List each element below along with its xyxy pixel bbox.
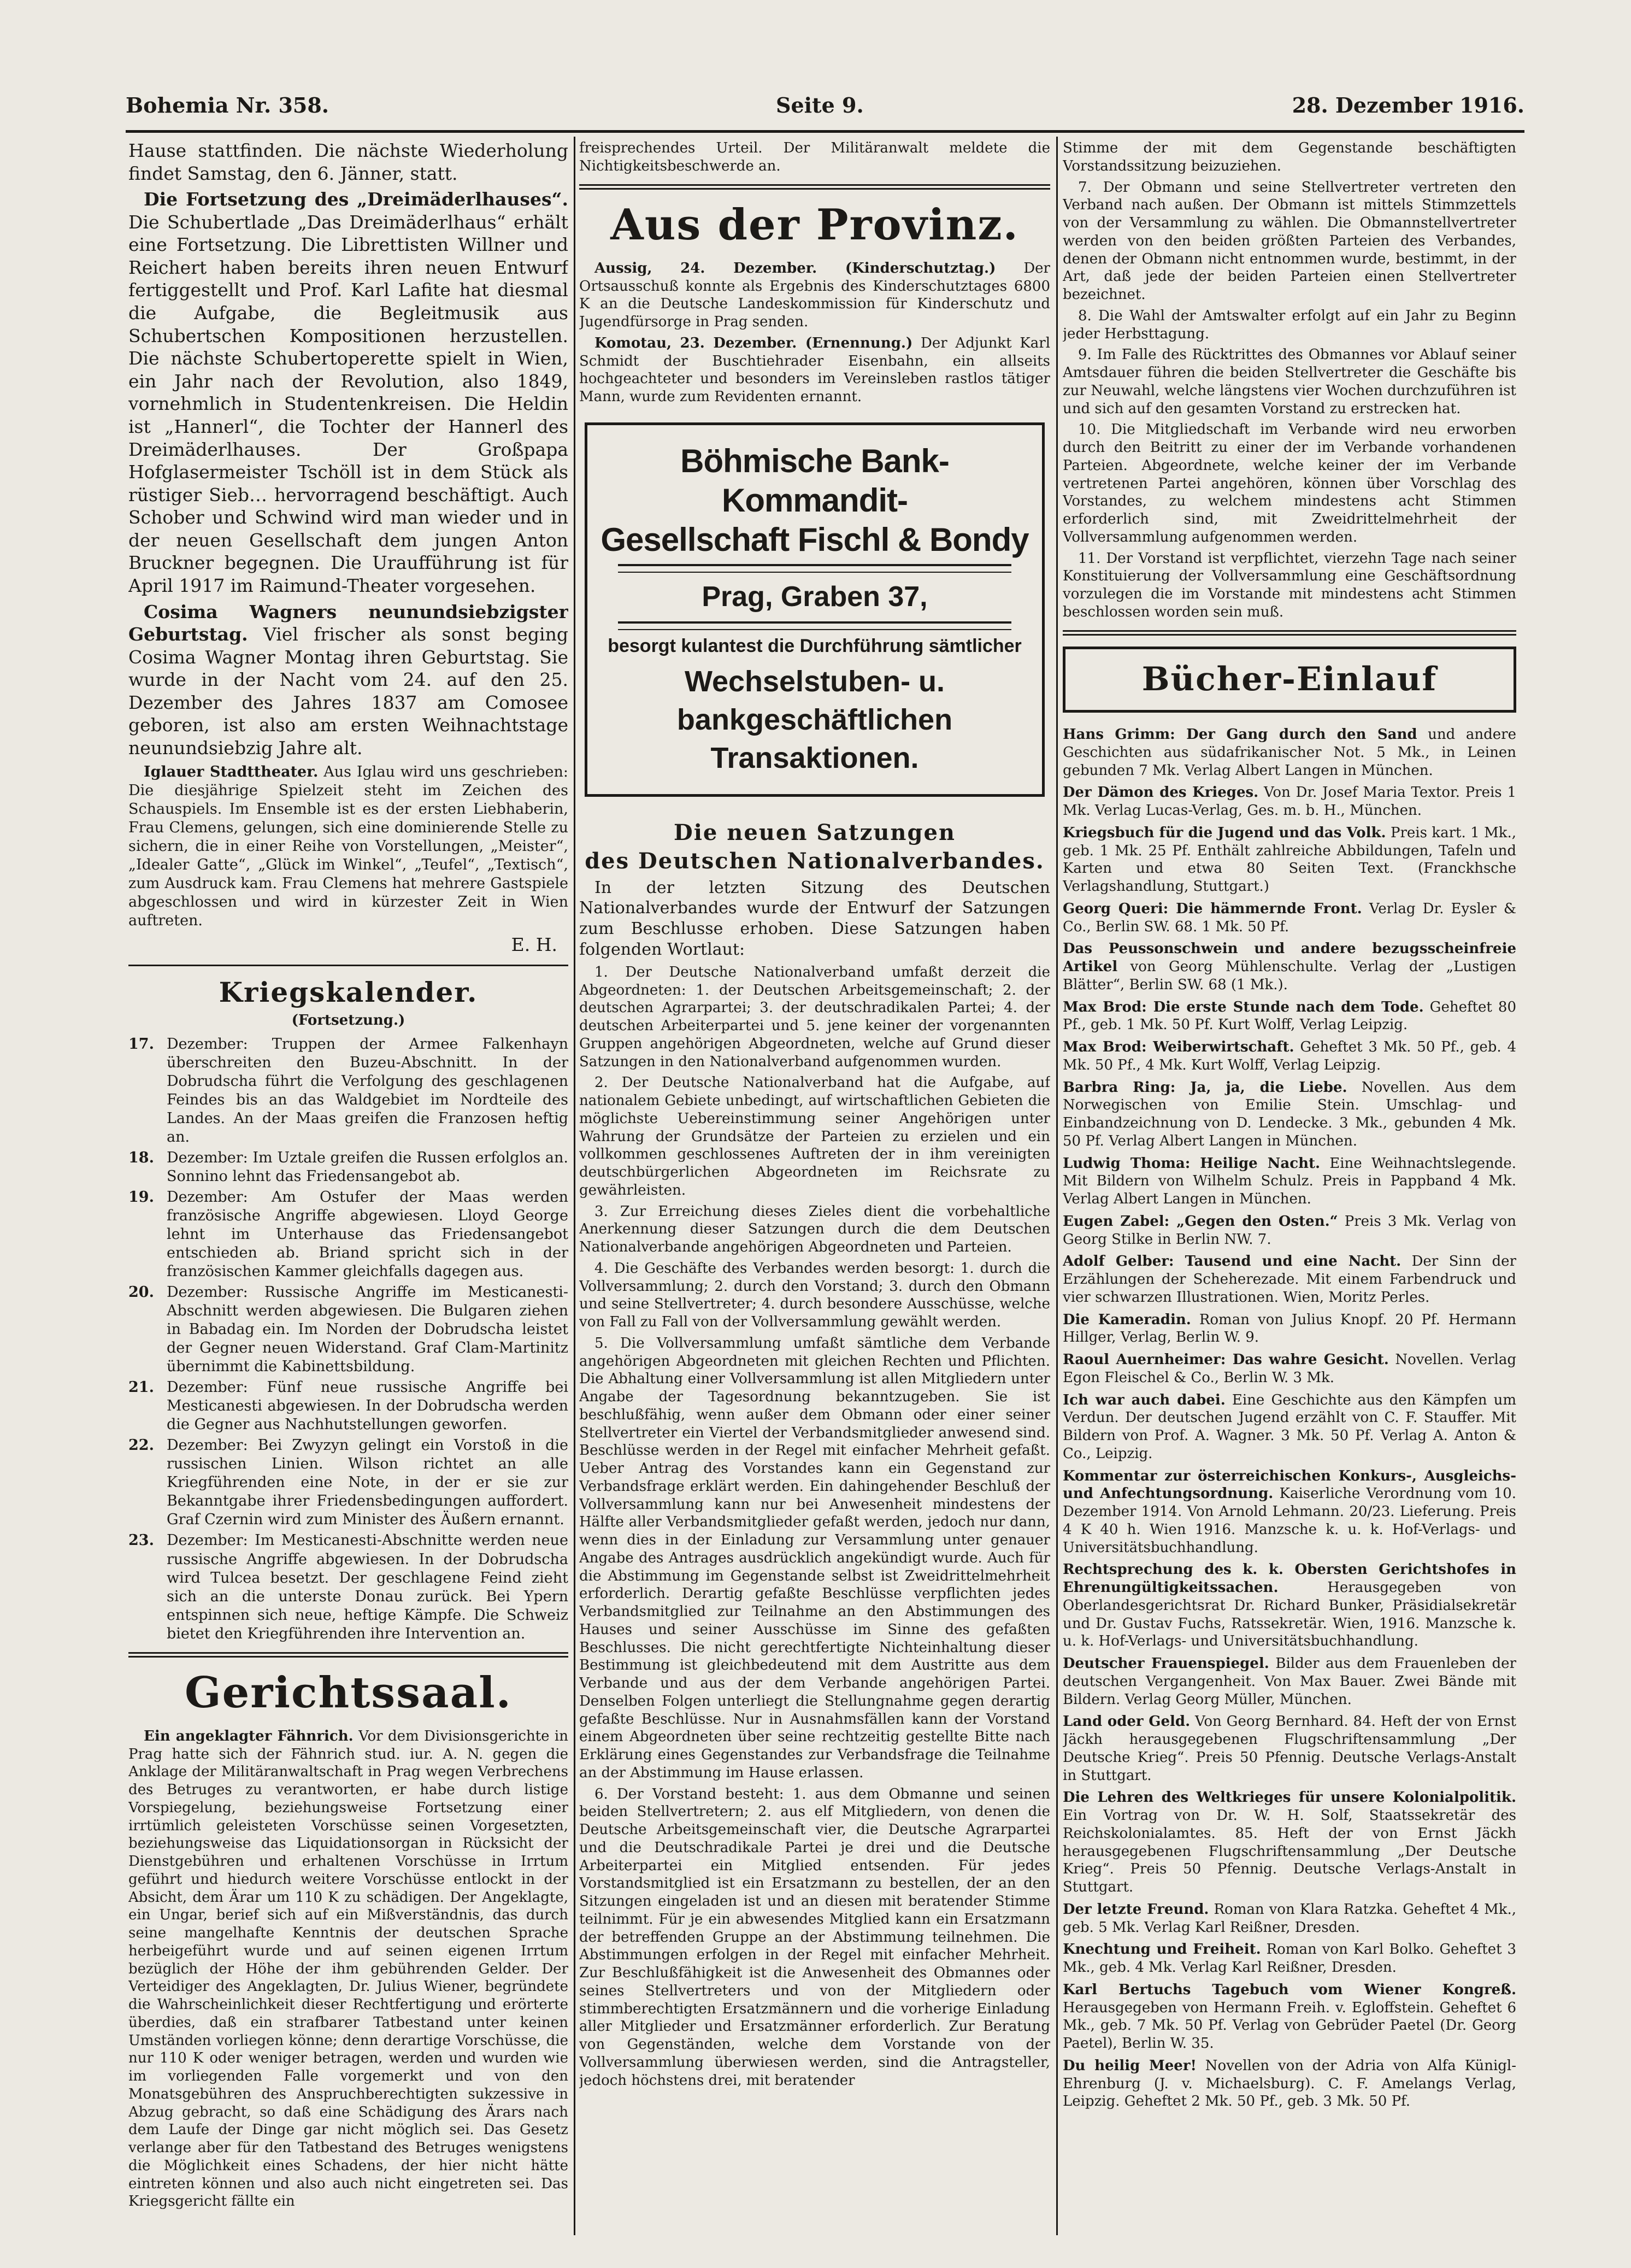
list-item: Barbra Ring: Ja, ja, die Liebe. Novellen. Aus dem Norwegischen von Emilie Stein. Umschlag- und Einbandzeichnung von D. Lendecke. 3 Mk., gebunden 4 Mk. 50 Pf. Verlag Albert Langen in München.	[1063, 1079, 1516, 1149]
section-title-provinz: Aus der Provinz.	[610, 199, 1019, 250]
list-item: 10. Die Mitgliedschaft im Verbande wird neu erworben durch den Beitritt zu einer der im Verbande vorhandenen Parteien. Abgeordnete, welche keiner der im Verbande vertretenen Partei angehören, können über Vorschlag des Vorstandes, zu welchem mindestens acht Stimmen erforderlich sind, mit Zweidrittelmehrheit der Vollversammlung aufgenommen werden.	[1063, 421, 1516, 545]
list-item: Karl Bertuchs Tagebuch vom Wiener Kongreß. Herausgegeben von Hermann Freih. v. Egloffstein. Geheftet 6 Mk., geb. 7 Mk. 50 Pf. Verlag von Gebrüder Paetel (Dr. Georg Paetel), Berlin W. 35.	[1063, 1981, 1516, 2052]
ad-rule	[618, 621, 1011, 630]
continued-paragraph: Stimme der mit dem Gegenstande beschäftigten Vorstandssitzung beizuziehen.	[1063, 140, 1516, 174]
header-page-number: Seite 9.	[776, 93, 864, 117]
list-item: 17. Dezember: Truppen der Armee Falkenhayn überschreiten den Buzeu-Abschnitt. In der Dobrudscha führt die Verfolgung des geschlagenen Feindes bis an das Waldgebiet im Nordteile des Landes. An der Maas greifen die Franzosen heftig an.	[128, 1036, 568, 1146]
list-item: 19. Dezember: Am Ostufer der Maas werden französische Angriffe abgewiesen. Lloyd George lehnt im Unterhause das Friedensangebot entschieden ab. Briand spricht sich in der französischen Kammer gleichfalls dagegen aus.	[128, 1189, 568, 1280]
article-cosima-wagner	[128, 601, 568, 760]
section-divider	[128, 965, 568, 966]
column-1	[128, 139, 568, 2238]
list-item: 4. Die Geschäfte des Verbandes werden besorgt: 1. durch die Vollversammlung; 2. durch den Vorstand; 3. durch den Obmann und seine Stellvertreter; 4. durch besondere Ausschüsse, welche von Fall zu Fall von der Vollversammlung gewählt werden.	[579, 1260, 1050, 1331]
column-divider-1	[574, 137, 575, 2235]
article-faehnrich	[128, 1728, 568, 2211]
list-item: 7. Der Obmann und seine Stellvertreter vertreten den Verband nach außen. Der Obmann ist mittels Stimmzettels von der Versammlung zu wählen. Die Obmannstellvertreter werden von den beiden größten Parteien des Verbandes, denen der Obmann nicht entnommen wurde, bestimmt, in der Art, daß jede der beiden Parteien einen Stellvertreter bezeichnet.	[1063, 179, 1516, 303]
ad-rule	[618, 564, 1011, 573]
column-divider-2	[1056, 137, 1058, 2235]
books-list	[1063, 726, 1516, 2111]
section-title-gerichtssaal: Gerichtssaal.	[185, 1667, 512, 1718]
list-item: Aussig, 24. Dezember. (Kinderschutztag.) Der Ortsausschuß konnte als Ergebnis des Kinderschutztages 6800 K an die Deutsche Landeskommission für Kinderschutz und Jugendfürsorge in Prag senden.	[579, 260, 1050, 331]
list-item: 22. Dezember: Bei Zwyzyn gelingt ein Vorstoß in die russischen Linien. Wilson richtet an alle Kriegführenden eine Note, in der er sie zur Bekanntgabe ihrer Friedensbedingungen auffordert. Graf Czernin wird zum Minister des Äußern ernannt.	[128, 1437, 568, 1529]
list-item: 11. Der Vorstand ist verpflichtet, vierzehn Tage nach seiner Konstituierung der Vollversammlung eine Geschäftsordnung vorzulegen die im Vorstande mit mindestens acht Stimmen beschlossen worden sein muß.	[1063, 550, 1516, 620]
section-divider	[128, 1652, 568, 1658]
ad-line: Prag, Graben 37,	[702, 580, 928, 613]
article-intro: In der letzten Sitzung des Deutschen Nationalverbandes wurde der Entwurf der Satzungen zum Beschlusse erhoben. Diese Satzungen haben folgenden Wortlaut:	[579, 878, 1050, 960]
article-body: Viel frischer als sonst beging Cosima Wagner Montag ihren Geburtstag. Sie wurde in der Nacht vom 24. auf den 25. Dezember des Jahres 1837 am Comosee geboren, ist also am ersten Weihnachtstage neunundsiebzig Jahre alt.	[128, 624, 568, 759]
ad-line: Gesellschaft Fischl & Bondy	[600, 521, 1029, 558]
list-item: Du heilig Meer! Novellen von der Adria von Alfa Künigl-Ehrenburg (J. v. Michaelsburg). C. F. Amelangs Verlag, Leipzig. Geheftet 2 Mk. 50 Pf., geb. 3 Mk. 50 Pf.	[1063, 2057, 1516, 2110]
list-item: Hans Grimm: Der Gang durch den Sand und andere Geschichten aus südafrikanischer Not. 5 Mk., in Leinen gebunden 7 Mk. Verlag Albert Langen in München.	[1063, 726, 1516, 779]
article-title: Die Fortsetzung des „Dreimäderlhauses“.	[144, 189, 568, 210]
list-item: 20. Dezember: Russische Angriffe im Mesticanesti-Abschnitt werden abgewiesen. Die Bulgaren ziehen in Babadag ein. Im Norden der Dobrudscha leistet der Gegner neuen Widerstand. Graf Clam-Martinitz übernimmt die Kabinettsbildung.	[128, 1284, 568, 1376]
column-2	[579, 139, 1050, 2238]
list-item: 3. Zur Erreichung dieses Zieles dient die vorbehaltliche Anerkennung dieser Satzungen durch die dem Deutschen Nationalverbande angehörigen Abgeordneten und Parteien.	[579, 1203, 1050, 1256]
ad-line: besorgt kulantest die Durchführung sämtlicher	[608, 636, 1022, 657]
list-item: Deutscher Frauenspiegel. Bilder aus dem Frauenleben der deutschen Vergangenheit. Von Max Bauer. Zwei Bände mit Bildern. Verlag Georg Müller, München.	[1063, 1655, 1516, 1708]
article-title: Iglauer Stadttheater.	[144, 763, 319, 780]
list-item: Land oder Geld. Von Georg Bernhard. 84. Heft der von Ernst Jäckh herausgegebenen Flugschriftensammlung „Der Deutsche Krieg“. Preis 50 Pfennig. Deutsche Verlags-Anstalt in Stuttgart.	[1063, 1713, 1516, 1784]
article-dreimaederlhaus	[128, 188, 568, 597]
article-body: Aus Iglau wird uns geschrieben: Die diesjährige Spielzeit steht im Zeichen des Schauspiels. Im Ensemble ist es der ersten Liebhaberin, Frau Clemens, gelungen, sich eine dominierende Stelle zu sichern, die in einer Reihe von Vorstellungen, „Meister“, „Idealer Gatte“, „Glück im Winkel“, „Teufel“, „Textisch“, zum Ausdruck kam. Frau Clemens hat mehrere Gastspiele abgeschlossen und wird in kürzester Zeit in Wien auftreten.	[128, 763, 568, 929]
list-item: 23. Dezember: Im Mesticanesti-Abschnitte werden neue russische Angriffe abgewiesen. In der Dobrudscha wird Tulcea besetzt. Der geschlagene Feind zieht sich an die unterste Donau zurück. Bei Ypern entspinnen sich neue, heftige Kämpfe. Die Schweiz bietet den Kriegführenden ihre Intervention an.	[128, 1532, 568, 1642]
list-item: Der letzte Freund. Roman von Klara Ratzka. Geheftet 4 Mk., geb. 5 Mk. Verlag Karl Reißner, Dresden.	[1063, 1901, 1516, 1936]
intro-paragraph: Hause stattfinden. Die nächste Wiederholung findet Samstag, den 6. Jänner, statt.	[128, 140, 568, 184]
ad-line: Böhmische Bank-Kommandit-	[680, 442, 949, 519]
section-subtitle: (Fortsetzung.)	[291, 1012, 405, 1029]
list-item: Kommentar zur österreichischen Konkurs-, Ausgleichs- und Anfechtungsordnung. Kaiserliche Verordnung vom 10. Dezember 1914. Von Arnold Lehmann. 20/23. Lieferung. Preis 4 K 40 h. Wien 1916. Manzsche k. u. k. Hof-Verlags- und Universitätsbuchhandlung.	[1063, 1467, 1516, 1556]
header-rule	[126, 130, 1524, 133]
kriegskalender-list	[128, 1035, 568, 1643]
list-item: Max Brod: Die erste Stunde nach dem Tode. Geheftet 80 Pf., geb. 1 Mk. 50 Pf. Kurt Wolff, Verlag Leipzig.	[1063, 998, 1516, 1033]
list-item: 1. Der Deutsche Nationalverband umfaßt derzeit die Abgeordneten: 1. der Deutschen Arbeitsgemeinschaft; 2. der deutschen Agrarpartei; 3. der deutschradikalen Partei; 4. der deutschen Arbeiterpartei und 5. jene keiner der vorgenannten Gruppen angehörigen Abgeordneten, welche auf Grund dieser Satzungen in den Nationalverband aufgenommen wurden.	[579, 963, 1050, 1070]
list-item: Rechtsprechung des k. k. Obersten Gerichtshofes in Ehrenungültigkeitssachen. Herausgegeben von Oberlandesgerichtsrat Dr. Richard Bunker, Präsidialsekretär und Dr. Gustav Fuchs, Ratssekretär. Wien, 1916. Manzsche k. u. k. Hof-Verlags- und Universitätsbuchhandlung.	[1063, 1561, 1516, 1650]
list-item: Das Peussonschwein und andere bezugsscheinfreie Artikel von Georg Mühlenschulte. Verlag der „Lustigen Blätter“, Berlin SW. 68 (1 Mk.).	[1063, 941, 1516, 993]
list-item: 21. Dezember: Fünf neue russische Angriffe bei Mesticanesti abgewiesen. In der Dobrudscha werden die Gegner aus Nachhutstellungen geworfen.	[128, 1379, 568, 1433]
list-item: Georg Queri: Die hämmernde Front. Verlag Dr. Eysler & Co., Berlin SW. 68. 1 Mk. 50 Pf.	[1063, 900, 1516, 935]
header-date: 28. Dezember 1916.	[1292, 93, 1524, 117]
list-item: Raoul Auernheimer: Das wahre Gesicht. Novellen. Verlag Egon Fleischel & Co., Berlin W. 3 Mk.	[1063, 1352, 1516, 1386]
ad-line: Wechselstuben- u. bankgeschäftlichen	[676, 665, 953, 737]
bank-advertisement	[585, 422, 1045, 797]
title-line: Die neuen Satzungen	[674, 819, 956, 845]
list-item: 6. Der Vorstand besteht: 1. aus dem Obmanne und seinen beiden Stellvertretern; 2. aus elf Mitgliedern, von denen die Deutsche Arbeitsgemeinschaft vier, die Deutsche Agrarpartei und die Deutschradikale Partei je drei und die Deutsche Arbeiterpartei ein Mitglied entsenden. Für jedes Vorstandsmitglied ist ein Ersatzmann zu bestellen, der an den Sitzungen eingeladen ist und an diesen mit beratender Stimme teilnimmt. Für je ein abwesendes Mitglied kann ein Ersatzmann der betreffenden Gruppe an der Abstimmung teilnehmen. Die Abstimmungen erfolgen in der Regel mit einfacher Mehrheit. Zur Beschlußfähigkeit ist die Anwesenheit des Obmannes oder seines Stellvertreters und von der Mitgliedern oder stimmberechtigten Ersatzmännern und die vorherige Einladung aller Mitglieder und Ersatzmänner erforderlich. Zur Beratung von Gegenständen, welche dem Vorstande von der Vollversammlung überwiesen werden, sind die Antragsteller, jedoch höchstens drei, mit beratender	[579, 1785, 1050, 2089]
list-item: Komotau, 23. Dezember. (Ernennung.) Der Adjunkt Karl Schmidt der Buschtiehrader Eisenbahn, ein allseits hochgeachteter und besonders im Vereinsleben rastlos tätiger Mann, wurde zum Revidenten ernannt.	[579, 334, 1050, 406]
ad-line: Transaktionen.	[710, 742, 919, 775]
list-item: Ludwig Thoma: Heilige Nacht. Eine Weihnachtslegende. Mit Bildern von Wilhelm Schulz. Preis in Pappband 4 Mk. Verlag Albert Langen in München.	[1063, 1155, 1516, 1208]
list-item: 18. Dezember: Im Uztale greifen die Russen erfolglos an. Sonnino lehnt das Friedensangebot ab.	[128, 1149, 568, 1185]
list-item: Kriegsbuch für die Jugend und das Volk. Preis kart. 1 Mk., geb. 1 Mk. 25 Pf. Enthält zahlreiche Abbildungen, Tafeln und Karten und etwa 80 Seiten Text. (Franckhsche Verlagshandlung, Stuttgart.)	[1063, 824, 1516, 895]
list-item: 8. Die Wahl der Amtswalter erfolgt auf ein Jahr zu Beginn jeder Herbsttagung.	[1063, 307, 1516, 342]
section-divider	[1063, 630, 1516, 636]
article-iglau	[128, 763, 568, 930]
header-newspaper-issue: Bohemia Nr. 358.	[126, 93, 329, 117]
list-item: Adolf Gelber: Tausend und eine Nacht. Der Sinn der Erzählungen der Scheherezade. Mit einem Farbendruck und vier schwarzen Illustrationen. Wien, Moritz Perles.	[1063, 1253, 1516, 1306]
page-header	[126, 87, 1524, 126]
article-body: Vor dem Divisionsgerichte in Prag hatte sich der Fähnrich stud. iur. A. N. gegen die Anklage der Militäranwaltschaft in Prag wegen Verbrechens des Betruges zu verantworten, er habe durch listige Vorspiegelung, beziehungsweise Fortsetzung einer irrtümlich geleisteten Vorschüsse seinen Vorgesetzten, beziehungsweise das Liquidationsorgan in Rücksicht der Dienstgebühren und erhaltenen Vorschüsse in Irrtum geführt und hiedurch weitere Vorschüsse entlockt in der Absicht, dem Ärar um 110 K zu schädigen. Der Angeklagte, ein Ungar, berief sich auf ein Mißverständnis, das durch seine mangelhafte Kenntnis der deutschen Sprache herbeigeführt wurde und auf seinen eigenen Irrtum bezüglich der Höhe der ihm gebührenden Gelder. Der Verteidiger des Angeklagten, Dr. Julius Wiener, begründete die Wahrscheinlichkeit dieser Rechtfertigung und erörterte überdies, daß ein strafbarer Tatbestand unter keinen Umständen vorliegen könne; denn derartige Vorschüsse, die nur 110 K oder weniger betragen, werden und wurden wie im vorliegenden Falle vorgemerkt und von den Monatsgebühren des Anspruchberechtigten sukzessive in Abzug gebracht, so daß eine Schädigung des Ärars nach dem Laufe der Dinge gar nicht möglich sei. Das Gesetz verlange aber für den Tatbestand des Betruges wenigstens die Möglichkeit eines Schadens, der hier nicht hätte eintreten können und also auch nicht eingetreten sei. Das Kriegsgericht fällte ein	[128, 1728, 568, 2210]
list-item: Der Dämon des Krieges. Von Dr. Josef Maria Textor. Preis 1 Mk. Verlag Lucas-Verlag, Ges. m. b. H., München.	[1063, 784, 1516, 819]
column-3	[1063, 139, 1516, 2238]
list-item: 5. Die Vollversammlung umfaßt sämtliche dem Verbande angehörigen Abgeordneten mit gleichen Rechten und Pflichten. Die Abhaltung einer Vollversammlung ist allen Mitgliedern unter Angabe der Tagesordnung bekanntzugeben. Sie ist beschlußfähig, wenn außer dem Obmann oder einer seiner Stellvertreter ein Viertel der Verbandsmitglieder anwesend sind. Beschlüsse werden in der Regel mit einfacher Mehrheit gefaßt. Ueber Antrag des Vorstandes kann ein Gegenstand zur Verbandsfrage erklärt werden. Ein dahingehender Beschluß der Vollversammlung kann nur bei Anwesenheit mindestens der Hälfte aller Verbandsmitglieder gefaßt werden, jedoch nur dann, wenn dies in der Einladung zur Versammlung unter genauer Angabe des Antrages ausdrücklich angekündigt wurde. Auch für die Abstimmung im Gegenstande selbst ist Zweidrittelmehrheit erforderlich. Derartig gefaßte Beschlüsse verpflichten jedes Verbandsmitglied zur Teilnahme an den Abstimmungen des Hauses und seiner Ausschüsse im Sinne des gefaßten Beschlusses. Die nicht gerechtfertigte Nichteinhaltung dieser Bestimmung ist gleichbedeutend mit dem Austritte aus dem Verbande und aus der dem Verbande angehörigen Partei. Denselben Folgen unterliegt die Stellungnahme gegen derartig gefaßte Beschlüsse. Nur in Ausnahmsfällen kann der Vorstand einem Abgeordneten über seine rechtzeitig gestellte Bitte nach Erklärung eines Gegenstandes zur Verbandsfrage die Teilnahme an der Abstimmung im Hause erlassen.	[579, 1335, 1050, 1781]
continued-paragraph: freisprechendes Urteil. Der Militäranwalt meldete die Nichtigkeitsbeschwerde an.	[579, 140, 1050, 174]
section-title-buecher-einlauf: Bücher-Einlauf	[1063, 647, 1516, 713]
article-signature: E. H.	[511, 933, 557, 955]
article-body: Die Schubertlade „Das Dreimäderlhaus“ erhält eine Fortsetzung. Die Librettisten Willner und Reichert haben bereits ihren neuen Entwurf fertiggestellt und Prof. Karl Lafite hat diesmal die Aufgabe, die Begleitmusik aus Schubertschen Kompositionen herzustellen. Die nächste Schubertoperette spielt in Wien, ein Jahr nach der Revolution, also 1849, vornehmlich in Studentenkreisen. Die Heldin ist „Hannerl“, die Tochter der Hannerl des Dreimäderlhauses. Der Großpapa Hofglasermeister Tschöll ist in dem Stück als rüstiger Sieb… hervorragend beschäftigt. Auch Schober und Schwind wird man wieder und in der neuen Gesellschaft dem jungen Anton Bruckner begegnen. Die Uraufführung ist für April 1917 im Raimund-Theater vorgesehen.	[128, 211, 568, 596]
title-line: des Deutschen Nationalverbandes.	[585, 848, 1045, 874]
list-item: 9. Im Falle des Rücktrittes des Obmannes vor Ablauf seiner Amtsdauer führen die beiden Stellvertreter die Geschäfte bis zur Neuwahl, welche längstens vier Wochen durchzuführen ist und sich auf den gesamten Vorstand zu erstrecken hat.	[1063, 346, 1516, 417]
list-item: Die Kameradin. Roman von Julius Knopf. 20 Pf. Hermann Hillger, Verlag, Berlin W. 9.	[1063, 1311, 1516, 1346]
article-title: Ein angeklagter Fähnrich.	[144, 1728, 354, 1744]
section-divider	[579, 184, 1050, 190]
list-item: Ich war auch dabei. Eine Geschichte aus den Kämpfen um Verdun. Der deutschen Jugend erzählt von C. F. Stauffer. Mit Bildern von Prof. A. Wagner. 3 Mk. 50 Pf. Verlag A. Anton & Co., Leipzig.	[1063, 1391, 1516, 1462]
list-item: 2. Der Deutsche Nationalverband hat die Aufgabe, auf nationalem Gebiete unbedingt, auf wirtschaftlichen Gebieten die möglichste Uebereinstimmung seiner Angehörigen unter Wahrung der Grundsätze der Parteien zu erzielen und ein vollkommen geschlossenes Auftreten der in ihm vereinigten deutschbürgerlichen Abgeordneten im Reichsrate zu gewährleisten.	[579, 1074, 1050, 1198]
list-item: Die Lehren des Weltkrieges für unsere Kolonialpolitik. Ein Vortrag von Dr. W. H. Solf, Staatssekretär des Reichskolonialamtes. 85. Heft der von Ernst Jäckh herausgegebenen Flugschriftensammlung „Der Deutsche Krieg“. Preis 50 Pfennig. Deutsche Verlags-Anstalt in Stuttgart.	[1063, 1789, 1516, 1896]
section-title-satzungen	[579, 819, 1050, 876]
section-title-kriegskalender: Kriegskalender.	[219, 976, 478, 1009]
list-item: Knechtung und Freiheit. Roman von Karl Bolko. Geheftet 3 Mk., geb. 4 Mk. Verlag Karl Reißner, Dresden.	[1063, 1941, 1516, 1976]
list-item: Max Brod: Weiberwirtschaft. Geheftet 3 Mk. 50 Pf., geb. 4 Mk. 50 Pf., 4 Mk. Kurt Wolff, Verlag Leipzig.	[1063, 1039, 1516, 1073]
article-title: Cosima Wagners neunundsiebzigster Geburtstag.	[128, 601, 568, 645]
list-item: Eugen Zabel: „Gegen den Osten.“ Preis 3 Mk. Verlag von Georg Stilke in Berlin NW. 7.	[1063, 1213, 1516, 1248]
